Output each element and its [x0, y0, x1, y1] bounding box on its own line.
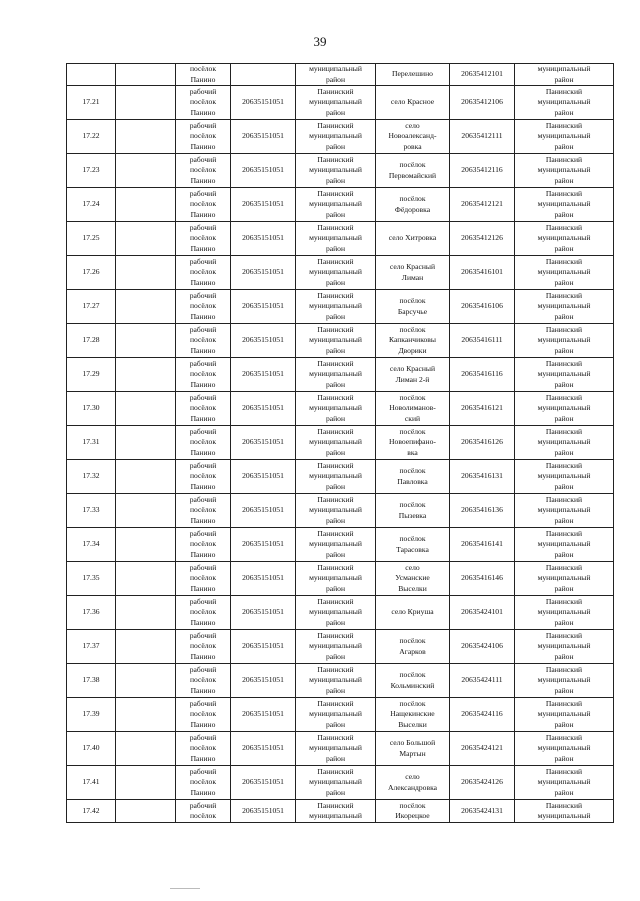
district-cell: Панинский муниципальный район — [296, 460, 376, 494]
settlement-name-cell: посёлок Новолиманов- ский — [376, 392, 450, 426]
settlement-name-cell: посёлок Нащекинские Выселки — [376, 698, 450, 732]
admin-center-code-cell: 20635151051 — [231, 222, 296, 256]
empty-cell — [116, 630, 176, 664]
settlement-code-cell: 20635424111 — [450, 664, 515, 698]
empty-cell — [116, 324, 176, 358]
district-cell: Панинский муниципальный район — [296, 86, 376, 120]
table-row — [67, 562, 614, 596]
row-number-cell: 17.24 — [67, 188, 116, 222]
page-number: 39 — [313, 34, 327, 49]
settlement-name-cell: посёлок Тарасовка — [376, 528, 450, 562]
table-row — [67, 188, 614, 222]
row-number-cell: 17.34 — [67, 528, 116, 562]
table-row — [67, 324, 614, 358]
admin-center-cell: рабочий посёлок Панино — [176, 154, 231, 188]
settlement-district-cell: Панинский муниципальный район — [515, 86, 614, 120]
settlement-name-cell: село Усманские Выселки — [376, 562, 450, 596]
row-number-cell: 17.37 — [67, 630, 116, 664]
settlement-code-cell: 20635424121 — [450, 732, 515, 766]
empty-cell — [116, 596, 176, 630]
settlement-code-cell: 20635424116 — [450, 698, 515, 732]
settlement-name-cell: посёлок Новоепифано- вка — [376, 426, 450, 460]
table-row — [67, 256, 614, 290]
settlement-name-cell: посёлок Пызевка — [376, 494, 450, 528]
empty-cell — [116, 392, 176, 426]
settlement-district-cell: Панинский муниципальный район — [515, 222, 614, 256]
empty-cell — [116, 256, 176, 290]
admin-center-code-cell: 20635151051 — [231, 188, 296, 222]
settlement-district-cell: Панинский муниципальный район — [515, 256, 614, 290]
row-number-cell — [67, 64, 116, 86]
empty-cell — [116, 732, 176, 766]
admin-center-code-cell: 20635151051 — [231, 800, 296, 823]
district-cell: Панинский муниципальный район — [296, 494, 376, 528]
settlement-district-cell: Панинский муниципальный район — [515, 392, 614, 426]
empty-cell — [116, 698, 176, 732]
table-row — [67, 698, 614, 732]
empty-cell — [116, 222, 176, 256]
district-cell: Панинский муниципальный район — [296, 324, 376, 358]
settlement-name-cell: село Большой Мартын — [376, 732, 450, 766]
row-number-cell: 17.30 — [67, 392, 116, 426]
district-cell: Панинский муниципальный — [296, 800, 376, 823]
district-cell: Панинский муниципальный район — [296, 698, 376, 732]
settlement-district-cell: Панинский муниципальный район — [515, 630, 614, 664]
settlement-code-cell: 20635424131 — [450, 800, 515, 823]
admin-center-code-cell: 20635151051 — [231, 596, 296, 630]
table-row — [67, 358, 614, 392]
admin-center-cell: рабочий посёлок Панино — [176, 494, 231, 528]
settlement-district-cell: Панинский муниципальный район — [515, 290, 614, 324]
row-number-cell: 17.22 — [67, 120, 116, 154]
table-row — [67, 664, 614, 698]
row-number-cell: 17.28 — [67, 324, 116, 358]
settlement-code-cell: 20635416101 — [450, 256, 515, 290]
empty-cell — [116, 562, 176, 596]
district-cell: Панинский муниципальный район — [296, 766, 376, 800]
row-number-cell: 17.36 — [67, 596, 116, 630]
admin-center-code-cell: 20635151051 — [231, 630, 296, 664]
empty-cell — [116, 154, 176, 188]
settlement-district-cell: Панинский муниципальный район — [515, 732, 614, 766]
settlement-district-cell: Панинский муниципальный район — [515, 426, 614, 460]
district-cell: Панинский муниципальный район — [296, 120, 376, 154]
table-row — [67, 86, 614, 120]
settlement-code-cell: 20635412126 — [450, 222, 515, 256]
admin-center-cell: рабочий посёлок Панино — [176, 732, 231, 766]
settlement-code-cell: 20635416146 — [450, 562, 515, 596]
settlement-name-cell: посёлок Икорецкое — [376, 800, 450, 823]
row-number-cell: 17.42 — [67, 800, 116, 823]
settlement-code-cell: 20635412101 — [450, 64, 515, 86]
empty-cell — [116, 494, 176, 528]
row-number-cell: 17.27 — [67, 290, 116, 324]
row-number-cell: 17.39 — [67, 698, 116, 732]
district-cell: Панинский муниципальный район — [296, 358, 376, 392]
row-number-cell: 17.31 — [67, 426, 116, 460]
empty-cell — [116, 800, 176, 823]
settlement-code-cell: 20635424126 — [450, 766, 515, 800]
settlement-code-cell: 20635412121 — [450, 188, 515, 222]
settlement-district-cell: Панинский муниципальный район — [515, 324, 614, 358]
settlement-code-cell: 20635416126 — [450, 426, 515, 460]
settlement-code-cell: 20635416131 — [450, 460, 515, 494]
admin-center-cell: рабочий посёлок Панино — [176, 222, 231, 256]
settlement-district-cell: Панинский муниципальный район — [515, 596, 614, 630]
row-number-cell: 17.35 — [67, 562, 116, 596]
table-row — [67, 766, 614, 800]
empty-cell — [116, 188, 176, 222]
settlement-district-cell: Панинский муниципальный район — [515, 766, 614, 800]
table-body — [67, 64, 614, 823]
table-row — [67, 494, 614, 528]
admin-center-code-cell: 20635151051 — [231, 256, 296, 290]
admin-center-cell: рабочий посёлок Панино — [176, 290, 231, 324]
admin-center-code-cell: 20635151051 — [231, 494, 296, 528]
admin-center-cell: посёлок Панино — [176, 64, 231, 86]
district-cell: Панинский муниципальный район — [296, 630, 376, 664]
empty-cell — [116, 64, 176, 86]
settlement-code-cell: 20635416121 — [450, 392, 515, 426]
admin-center-cell: рабочий посёлок Панино — [176, 698, 231, 732]
admin-center-cell: рабочий посёлок Панино — [176, 86, 231, 120]
settlement-name-cell: село Красное — [376, 86, 450, 120]
settlement-name-cell: посёлок Кольминский — [376, 664, 450, 698]
admin-center-code-cell: 20635151051 — [231, 324, 296, 358]
district-cell: Панинский муниципальный район — [296, 222, 376, 256]
empty-cell — [116, 528, 176, 562]
admin-center-cell: рабочий посёлок Панино — [176, 256, 231, 290]
district-cell: Панинский муниципальный район — [296, 426, 376, 460]
district-cell: Панинский муниципальный район — [296, 664, 376, 698]
table-row — [67, 64, 614, 86]
row-number-cell: 17.33 — [67, 494, 116, 528]
admin-center-code-cell: 20635151051 — [231, 664, 296, 698]
admin-center-cell: рабочий посёлок Панино — [176, 562, 231, 596]
row-number-cell: 17.23 — [67, 154, 116, 188]
admin-center-code-cell: 20635151051 — [231, 154, 296, 188]
admin-center-code-cell: 20635151051 — [231, 698, 296, 732]
settlement-district-cell: Панинский муниципальный район — [515, 698, 614, 732]
empty-cell — [116, 120, 176, 154]
empty-cell — [116, 426, 176, 460]
settlement-code-cell: 20635416116 — [450, 358, 515, 392]
table-row — [67, 154, 614, 188]
settlement-district-cell: Панинский муниципальный район — [515, 188, 614, 222]
settlement-district-cell: Панинский муниципальный район — [515, 494, 614, 528]
settlement-code-cell: 20635416111 — [450, 324, 515, 358]
settlement-district-cell: Панинский муниципальный район — [515, 664, 614, 698]
table-row — [67, 596, 614, 630]
settlement-name-cell: село Хитровка — [376, 222, 450, 256]
empty-cell — [116, 766, 176, 800]
settlement-name-cell: посёлок Барсучье — [376, 290, 450, 324]
settlement-name-cell: село Криуша — [376, 596, 450, 630]
admin-center-code-cell: 20635151051 — [231, 562, 296, 596]
district-cell: Панинский муниципальный район — [296, 154, 376, 188]
table-row — [67, 460, 614, 494]
district-cell: Панинский муниципальный район — [296, 528, 376, 562]
district-cell: Панинский муниципальный район — [296, 596, 376, 630]
admin-center-cell: рабочий посёлок Панино — [176, 528, 231, 562]
empty-cell — [116, 664, 176, 698]
admin-center-code-cell: 20635151051 — [231, 460, 296, 494]
admin-center-cell: рабочий посёлок Панино — [176, 392, 231, 426]
table-row — [67, 392, 614, 426]
admin-center-cell: рабочий посёлок Панино — [176, 188, 231, 222]
district-cell: Панинский муниципальный район — [296, 290, 376, 324]
settlement-name-cell: село Красный Лиман — [376, 256, 450, 290]
table-row — [67, 528, 614, 562]
settlement-code-cell: 20635412116 — [450, 154, 515, 188]
admin-center-code-cell: 20635151051 — [231, 732, 296, 766]
settlement-code-cell: 20635424101 — [450, 596, 515, 630]
row-number-cell: 17.40 — [67, 732, 116, 766]
admin-center-code-cell: 20635151051 — [231, 528, 296, 562]
table-row — [67, 732, 614, 766]
settlement-district-cell: Панинский муниципальный район — [515, 120, 614, 154]
table-row — [67, 630, 614, 664]
settlement-name-cell: посёлок Фёдоровка — [376, 188, 450, 222]
row-number-cell: 17.32 — [67, 460, 116, 494]
table-row — [67, 800, 614, 823]
row-number-cell: 17.25 — [67, 222, 116, 256]
settlement-code-cell: 20635416106 — [450, 290, 515, 324]
settlement-name-cell: село Александровка — [376, 766, 450, 800]
admin-center-code-cell: 20635151051 — [231, 426, 296, 460]
settlement-district-cell: Панинский муниципальный район — [515, 460, 614, 494]
settlement-district-cell: муниципальный район — [515, 64, 614, 86]
admin-center-cell: рабочий посёлок Панино — [176, 664, 231, 698]
admin-center-code-cell: 20635151051 — [231, 766, 296, 800]
row-number-cell: 17.21 — [67, 86, 116, 120]
settlement-name-cell: село Новоалександ- ровка — [376, 120, 450, 154]
settlement-code-cell: 20635416136 — [450, 494, 515, 528]
settlement-code-cell: 20635412106 — [450, 86, 515, 120]
admin-center-cell: рабочий посёлок — [176, 800, 231, 823]
empty-cell — [116, 86, 176, 120]
settlement-name-cell: село Красный Лиман 2-й — [376, 358, 450, 392]
admin-center-code-cell — [231, 64, 296, 86]
admin-center-code-cell: 20635151051 — [231, 290, 296, 324]
admin-center-cell: рабочий посёлок Панино — [176, 324, 231, 358]
admin-center-cell: рабочий посёлок Панино — [176, 120, 231, 154]
admin-center-code-cell: 20635151051 — [231, 86, 296, 120]
settlement-name-cell: Перелешино — [376, 64, 450, 86]
district-cell: Панинский муниципальный район — [296, 732, 376, 766]
settlement-district-cell: Панинский муниципальный район — [515, 562, 614, 596]
settlements-table — [66, 63, 614, 823]
settlement-code-cell: 20635424106 — [450, 630, 515, 664]
admin-center-code-cell: 20635151051 — [231, 392, 296, 426]
admin-center-code-cell: 20635151051 — [231, 120, 296, 154]
settlement-district-cell: Панинский муниципальный район — [515, 358, 614, 392]
admin-center-cell: рабочий посёлок Панино — [176, 596, 231, 630]
settlement-code-cell: 20635412111 — [450, 120, 515, 154]
admin-center-cell: рабочий посёлок Панино — [176, 358, 231, 392]
empty-cell — [116, 358, 176, 392]
settlement-name-cell: посёлок Капканчиковы Дворики — [376, 324, 450, 358]
table-row — [67, 290, 614, 324]
table-row — [67, 120, 614, 154]
district-cell: Панинский муниципальный район — [296, 256, 376, 290]
district-cell: Панинский муниципальный район — [296, 392, 376, 426]
settlement-name-cell: посёлок Агарков — [376, 630, 450, 664]
row-number-cell: 17.41 — [67, 766, 116, 800]
empty-cell — [116, 290, 176, 324]
district-cell: муниципальный район — [296, 64, 376, 86]
table-row — [67, 222, 614, 256]
row-number-cell: 17.26 — [67, 256, 116, 290]
admin-center-cell: рабочий посёлок Панино — [176, 630, 231, 664]
settlement-district-cell: Панинский муниципальный район — [515, 528, 614, 562]
admin-center-cell: рабочий посёлок Панино — [176, 766, 231, 800]
settlement-code-cell: 20635416141 — [450, 528, 515, 562]
row-number-cell: 17.29 — [67, 358, 116, 392]
table-row — [67, 426, 614, 460]
admin-center-cell: рабочий посёлок Панино — [176, 426, 231, 460]
district-cell: Панинский муниципальный район — [296, 188, 376, 222]
row-number-cell: 17.38 — [67, 664, 116, 698]
scan-artifact-line — [170, 888, 200, 889]
settlement-district-cell: Панинский муниципальный — [515, 800, 614, 823]
settlement-district-cell: Панинский муниципальный район — [515, 154, 614, 188]
admin-center-code-cell: 20635151051 — [231, 358, 296, 392]
admin-center-cell: рабочий посёлок Панино — [176, 460, 231, 494]
settlement-name-cell: посёлок Первомайский — [376, 154, 450, 188]
district-cell: Панинский муниципальный район — [296, 562, 376, 596]
settlement-name-cell: посёлок Павловка — [376, 460, 450, 494]
empty-cell — [116, 460, 176, 494]
